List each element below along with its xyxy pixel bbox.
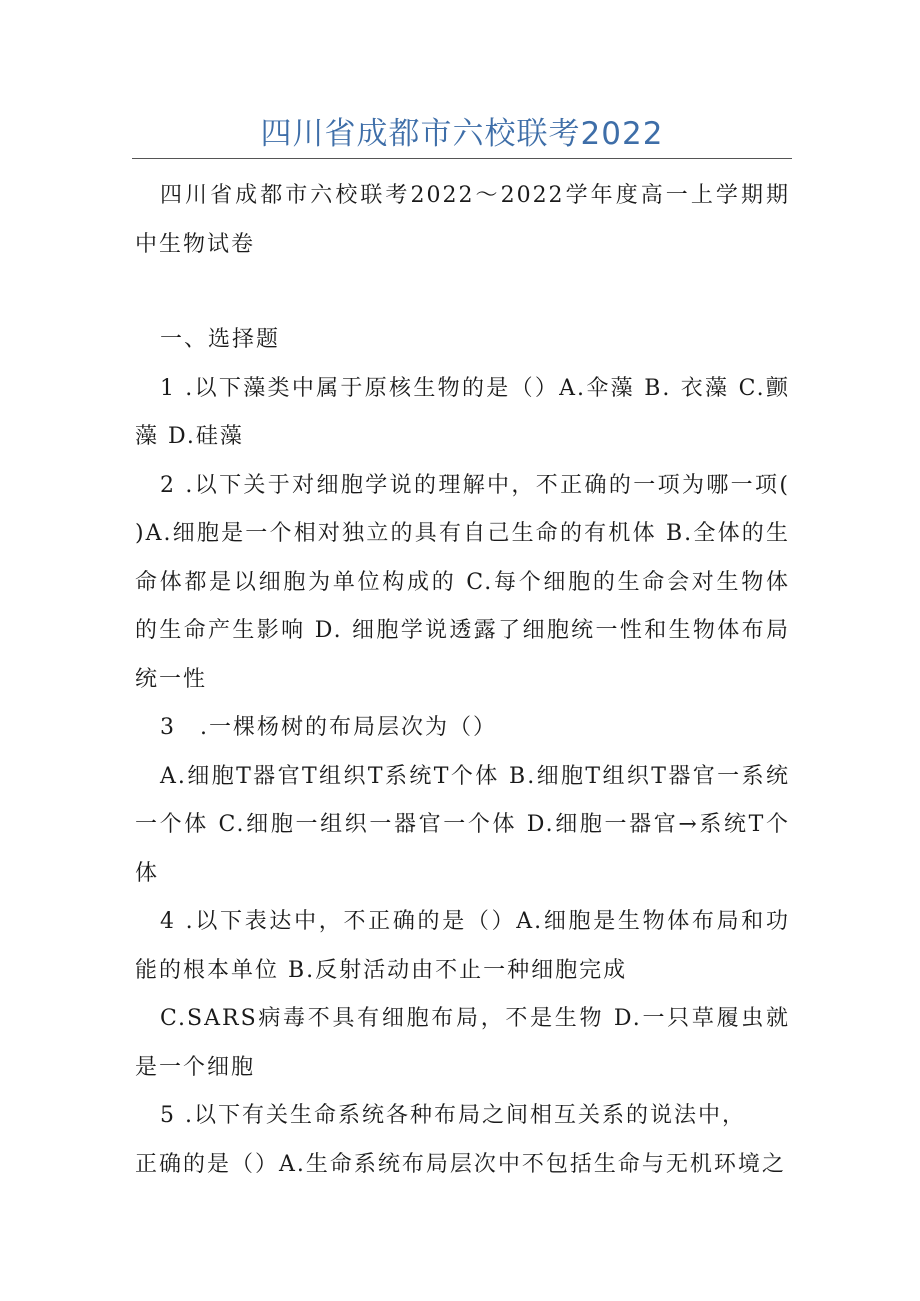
question-5-continued: 正确的是（）A.生命系统布局层次中不包括生命与无机环境之 (135, 1151, 786, 1177)
title-divider (132, 158, 792, 159)
questions-block (135, 316, 790, 1189)
intro-paragraph: 四川省成都市六校联考2022～2022学年度高一上学期期中生物试卷 (135, 183, 790, 257)
question-3: 3 .一棵杨树的布局层次为（） (160, 715, 497, 740)
question-1: 1 .以下藻类中属于原核生物的是（）A.伞藻 B. 衣藻 C.颤藻 D.硅藻 (135, 375, 790, 449)
question-4-continued: C.SARS病毒不具有细胞布局，不是生物 D.一只草履虫就是一个细胞 (135, 1006, 790, 1080)
question-4: 4 .以下表达中，不正确的是（）A.细胞是生物体布局和功能的根本单位 B.反射活动由不止一种细胞完成 (135, 909, 790, 983)
document-title: 四川省成都市六校联考2022 (260, 116, 664, 152)
question-2: 2 .以下关于对细胞学说的理解中，不正确的一项为哪一项( )A.细胞是一个相对独立的具有自己生命的有机体 B.全体的生命体都是以细胞为单位构成的 C.每个细胞的生命会对生物体的生命产生影响 D. 细胞学说透露了细胞统一性和生物体布局统一性 (135, 472, 790, 692)
intro-block (135, 172, 790, 269)
question-3-options: A.细胞T器官T组织T系统T个体 B.细胞T组织T器官一系统一个体 C.细胞一组织一器官一个体 D.细胞一器官→系统T个体 (135, 763, 790, 886)
section-heading: 一、选择题 (160, 327, 281, 352)
question-5: 5 .以下有关生命系统各种布局之间相互关系的说法中， (160, 1103, 746, 1128)
